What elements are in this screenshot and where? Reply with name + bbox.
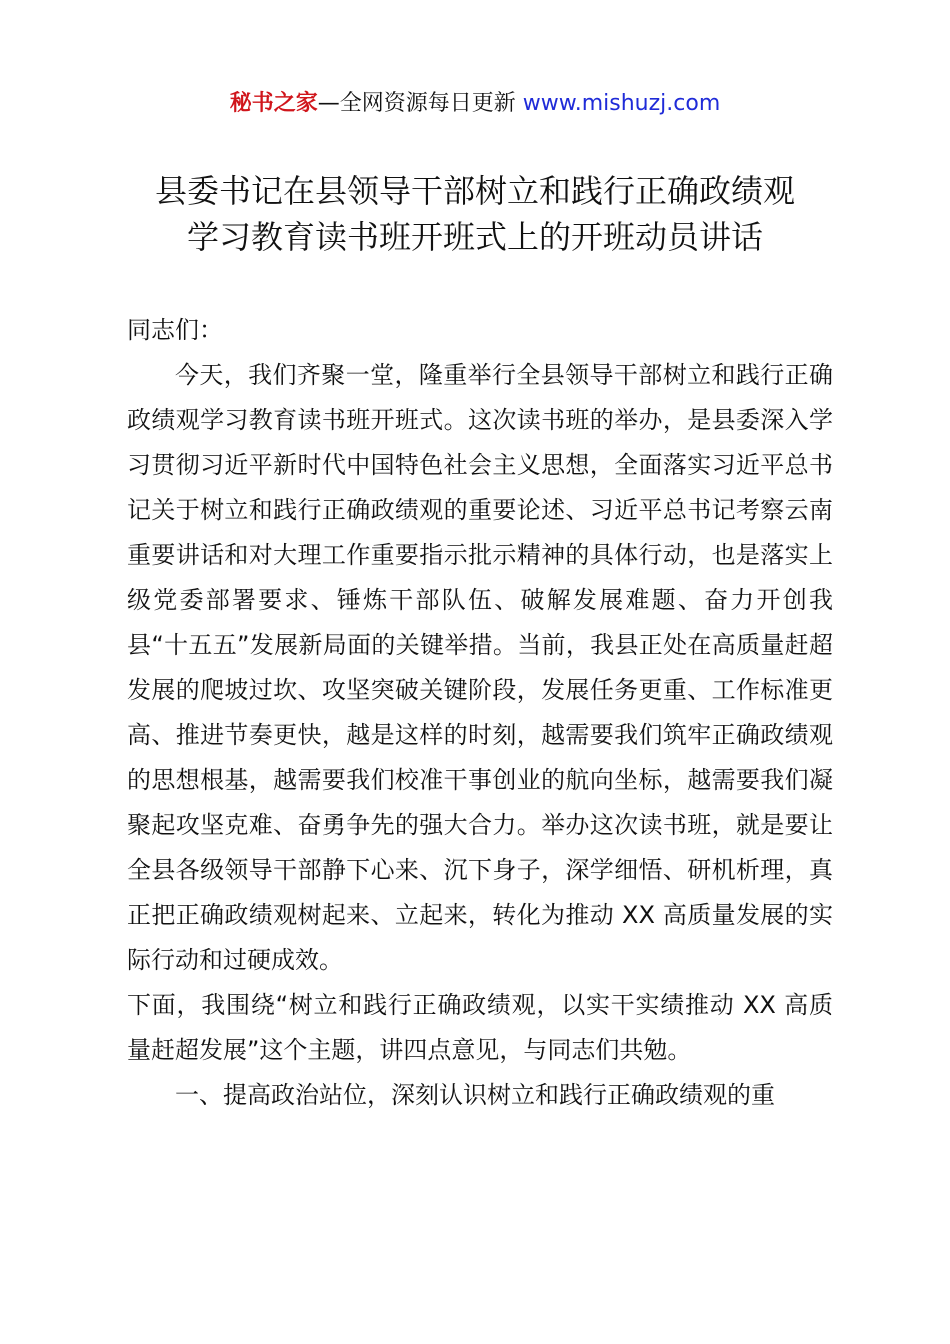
document-body bbox=[127, 308, 833, 1118]
site-banner bbox=[0, 88, 950, 120]
salutation: 同志们： bbox=[127, 316, 223, 344]
site-tagline: —全网资源每日更新 bbox=[317, 91, 523, 116]
document-title bbox=[90, 168, 860, 260]
site-url-link[interactable]: www.mishuzj.com bbox=[522, 91, 721, 116]
section-heading-1: 一、提高政治站位，深刻认识树立和践行正确政绩观的重 bbox=[175, 1081, 775, 1109]
site-brand: 秘书之家 bbox=[229, 91, 318, 116]
title-line-1: 县委书记在县领导干部树立和践行正确政绩观 bbox=[154, 172, 795, 210]
body-paragraph-1: 今天，我们齐聚一堂，隆重举行全县领导干部树立和践行正确政绩观学习教育读书班开班式。这次读书班的举办，是县委深入学习贯彻习近平新时代中国特色社会主义思想，全面落实习近平总书记关于树立和践行正确政绩观的重要论述、习近平总书记考察云南重要讲话和对大理工作重要指示批示精神的具体行动，也是落实上级党委部署要求、锤炼干部队伍、破解发展难题、奋力开创我县“十五五”发展新局面的关键举措。当前，我县正处在高质量赶超发展的爬坡过坎、攻坚突破关键阶段，发展任务更重、工作标准更高、推进节奏更快，越是这样的时刻，越需要我们筑牢正确政绩观的思想根基，越需要我们校准干事创业的航向坐标，越需要我们凝聚起攻坚克难、奋勇争先的强大合力。举办这次读书班，就是要让全县各级领导干部静下心来、沉下身子，深学细悟、研机析理，真正把正确政绩观树起来、立起来，转化为推动 XX 高质量发展的实际行动和过硬成效。 bbox=[127, 361, 833, 974]
body-paragraph-2: 下面，我围绕“树立和践行正确政绩观，以实干实绩推动 XX 高质量赶超发展”这个主题，讲四点意见，与同志们共勉。 bbox=[127, 991, 833, 1064]
title-line-2: 学习教育读书班开班式上的开班动员讲话 bbox=[186, 218, 763, 256]
